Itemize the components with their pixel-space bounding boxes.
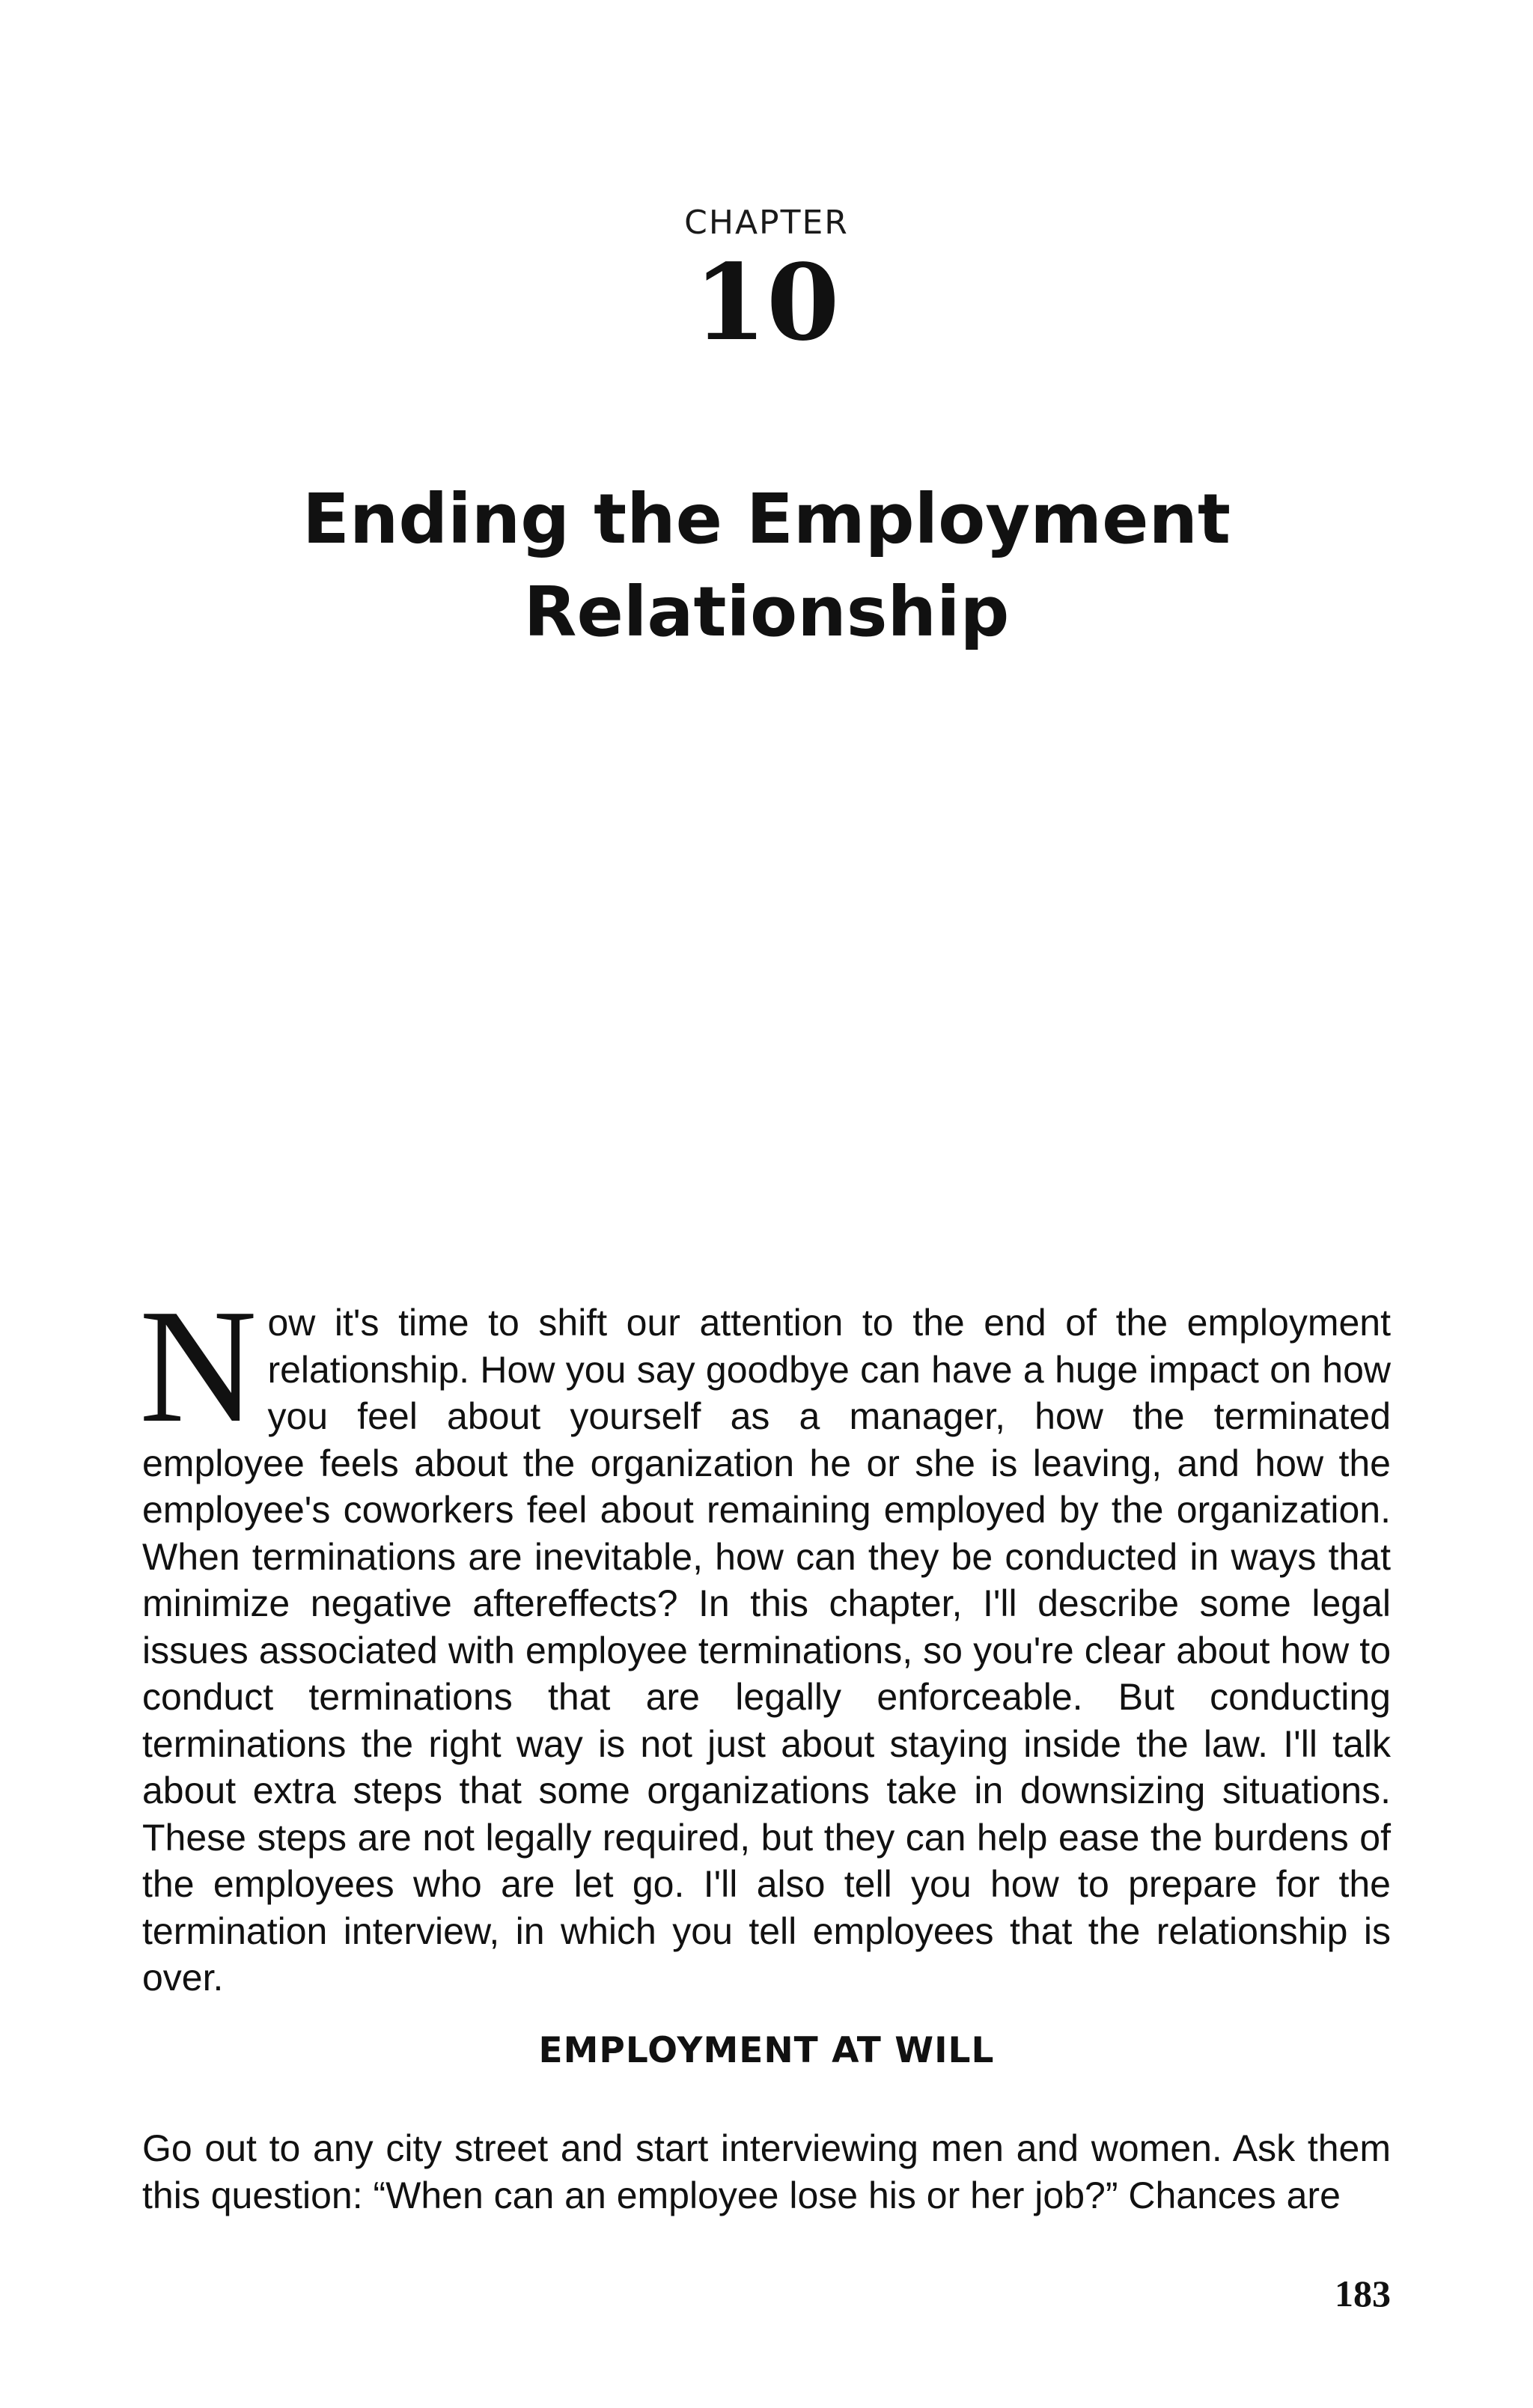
chapter-title-line-1: Ending the Employment (302, 479, 1231, 559)
intro-paragraph (139, 1276, 1391, 2002)
chapter-label: CHAPTER (684, 204, 849, 242)
chapter-number: 10 (693, 242, 840, 365)
section-paragraph: Go out to any city street and start interviewing men and women. Ask them this question: “When can an employee lose his or her job?” Chances are (142, 2127, 1391, 2216)
page-number: 183 (1335, 2273, 1391, 2314)
chapter-title (0, 473, 1533, 659)
section-heading: EMPLOYMENT AT WILL (538, 2030, 995, 2071)
intro-text: ow it's time to shift our attention to the end of the employment relationship. How you say goodbye can have a huge impact on how you feel about yourself as a manager, how the terminated employee feels about the organization he or she is leaving, and how the employee's coworkers feel about remaining employed by the organization. When terminations are inevitable, how can they be conducted in ways that minimize negative aftereffects? In this chapter, I'll describe some legal issues associated with employee terminations, so you're clear about how to conduct terminations that are legally enforceable. But conducting terminations the right way is not just about staying inside the law. I'll talk about extra steps that some organizations take in downsizing situations. These steps are not legally required, but they can help ease the burdens of the employees who are let go. I'll also tell you how to prepare for the termination interview, in which you tell employees that the relationship is over. (142, 1302, 1391, 1999)
drop-cap: N (139, 1276, 257, 1457)
chapter-title-line-2: Relationship (523, 572, 1010, 652)
